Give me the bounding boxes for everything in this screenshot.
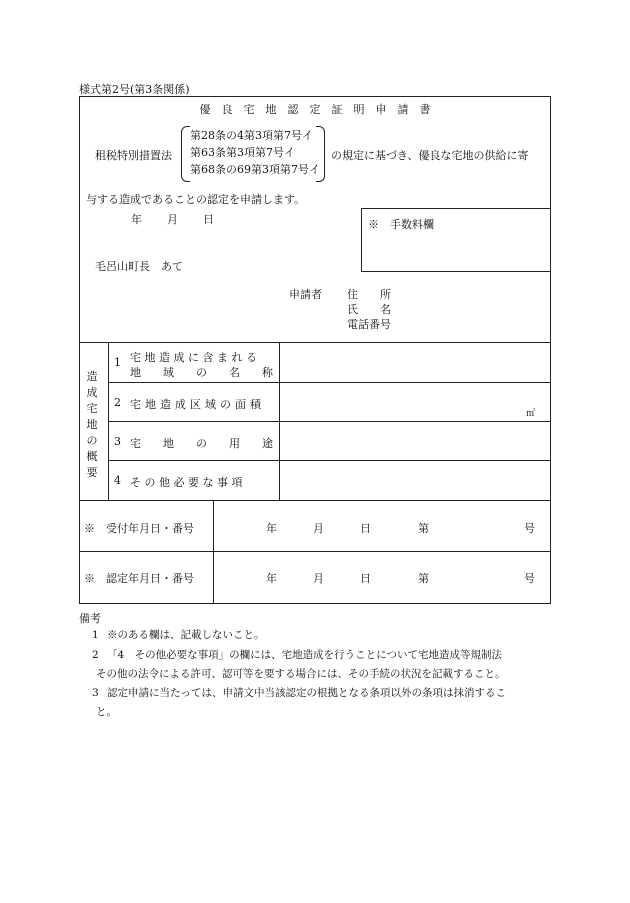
overview-row-2-num: 2 <box>114 396 121 409</box>
receipt-divider <box>213 500 214 604</box>
receipt-row-1-day: 日 <box>360 522 371 535</box>
applicant-address-label: 住 所 <box>347 288 391 301</box>
overview-row-3-label: 宅 地 の 用 途 <box>130 437 273 450</box>
statute-continuation-2: 与する造成であることの認定を申請します。 <box>86 193 306 206</box>
overview-side-label-text: 造 成 宅 地 の 概 要 <box>86 370 98 479</box>
overview-row-line-1 <box>108 382 551 383</box>
receipt-row-2-no-suffix: 号 <box>524 572 535 585</box>
overview-row-line-3 <box>108 460 551 461</box>
fee-box-label: ※ 手数料欄 <box>368 218 434 231</box>
receipt-row-line <box>79 551 551 552</box>
receipt-row-1-label: ※ 受付年月日・番号 <box>84 522 194 535</box>
applicant-phone-label: 電話番号 <box>347 318 391 331</box>
overview-row-1-label-1: 宅 地 造 成 に 含 ま れ る <box>130 351 257 364</box>
applicant-name-label: 氏 名 <box>347 303 391 316</box>
date-day: 日 <box>203 213 214 226</box>
overview-row-4-value[interactable] <box>285 467 545 493</box>
receipt-row-2-month: 月 <box>313 572 324 585</box>
addressee: 毛呂山町長 あて <box>95 260 183 273</box>
overview-row-1-label-2: 地 域 の 名 称 <box>130 366 273 379</box>
overview-row-2-label: 宅地造成区域の面積 <box>130 398 265 411</box>
overview-row-3-num: 3 <box>114 435 121 448</box>
overview-row-4-num: 4 <box>114 474 121 487</box>
receipt-row-2-label: ※ 認定年月日・番号 <box>84 572 194 585</box>
receipt-row-1-month: 月 <box>313 522 324 535</box>
date-year: 年 <box>131 213 142 226</box>
remark-1-num: 1 <box>92 629 99 641</box>
frame-bottom <box>79 603 551 604</box>
receipt-row-1-no-suffix: 号 <box>524 522 535 535</box>
statute-continuation: の規定に基づき、優良な宅地の供給に寄 <box>331 149 529 162</box>
remark-1-text: ※のある欄は、記載しないこと。 <box>107 629 265 641</box>
overview-row-4-label: そ の 他 必 要 な 事 項 <box>130 476 243 489</box>
overview-top <box>79 342 551 343</box>
statute-clause-3: 第68条の69第3項第7号イ <box>190 163 320 176</box>
remark-3-text: 認定申請に当たっては、申請文中当該認定の根拠となる条項以外の条項は抹消するこ <box>107 687 506 699</box>
remarks-heading: 備考 <box>79 612 101 625</box>
statute-clause-2: 第63条第3項第7号イ <box>190 146 295 159</box>
overview-row-1-num: 1 <box>114 356 121 369</box>
remark-2-num: 2 <box>92 649 99 661</box>
remark-2-cont: その他の法令による許可、認可等を要する場合には、その手続の状況を記載すること。 <box>96 668 506 680</box>
overview-row-3-value[interactable] <box>285 428 545 454</box>
overview-side-label <box>86 369 100 481</box>
frame-right <box>550 96 551 604</box>
remark-3-cont: と。 <box>96 706 117 718</box>
page-title: 優 良 宅 地 認 定 証 明 申 請 書 <box>199 103 431 116</box>
remark-3-num: 3 <box>92 687 99 699</box>
overview-bottom <box>79 500 551 501</box>
frame-left <box>79 96 80 604</box>
receipt-row-2-year: 年 <box>266 572 277 585</box>
receipt-row-2-day: 日 <box>360 572 371 585</box>
receipt-row-2-no-prefix: 第 <box>418 572 429 585</box>
receipt-row-1-year: 年 <box>266 522 277 535</box>
statute-lead: 租税特別措置法 <box>95 149 172 162</box>
applicant-label: 申請者 <box>289 288 322 301</box>
overview-row-line-2 <box>108 421 551 422</box>
receipt-row-1-no-prefix: 第 <box>418 522 429 535</box>
statute-clause-1: 第28条の4第3項第7号イ <box>190 129 313 142</box>
frame-top <box>79 96 551 97</box>
form-number: 様式第2号(第3条関係) <box>79 83 190 96</box>
overview-row-2-unit: ㎡ <box>526 409 536 419</box>
statute-bracket-left <box>181 126 190 182</box>
remark-2-text: 「4 その他必要な事項」の欄には、宅地造成を行うことについて宅地造成等規制法 <box>107 649 502 661</box>
overview-row-1-value[interactable] <box>285 350 545 376</box>
overview-row-2-value[interactable] <box>285 389 515 415</box>
date-month: 月 <box>167 213 178 226</box>
